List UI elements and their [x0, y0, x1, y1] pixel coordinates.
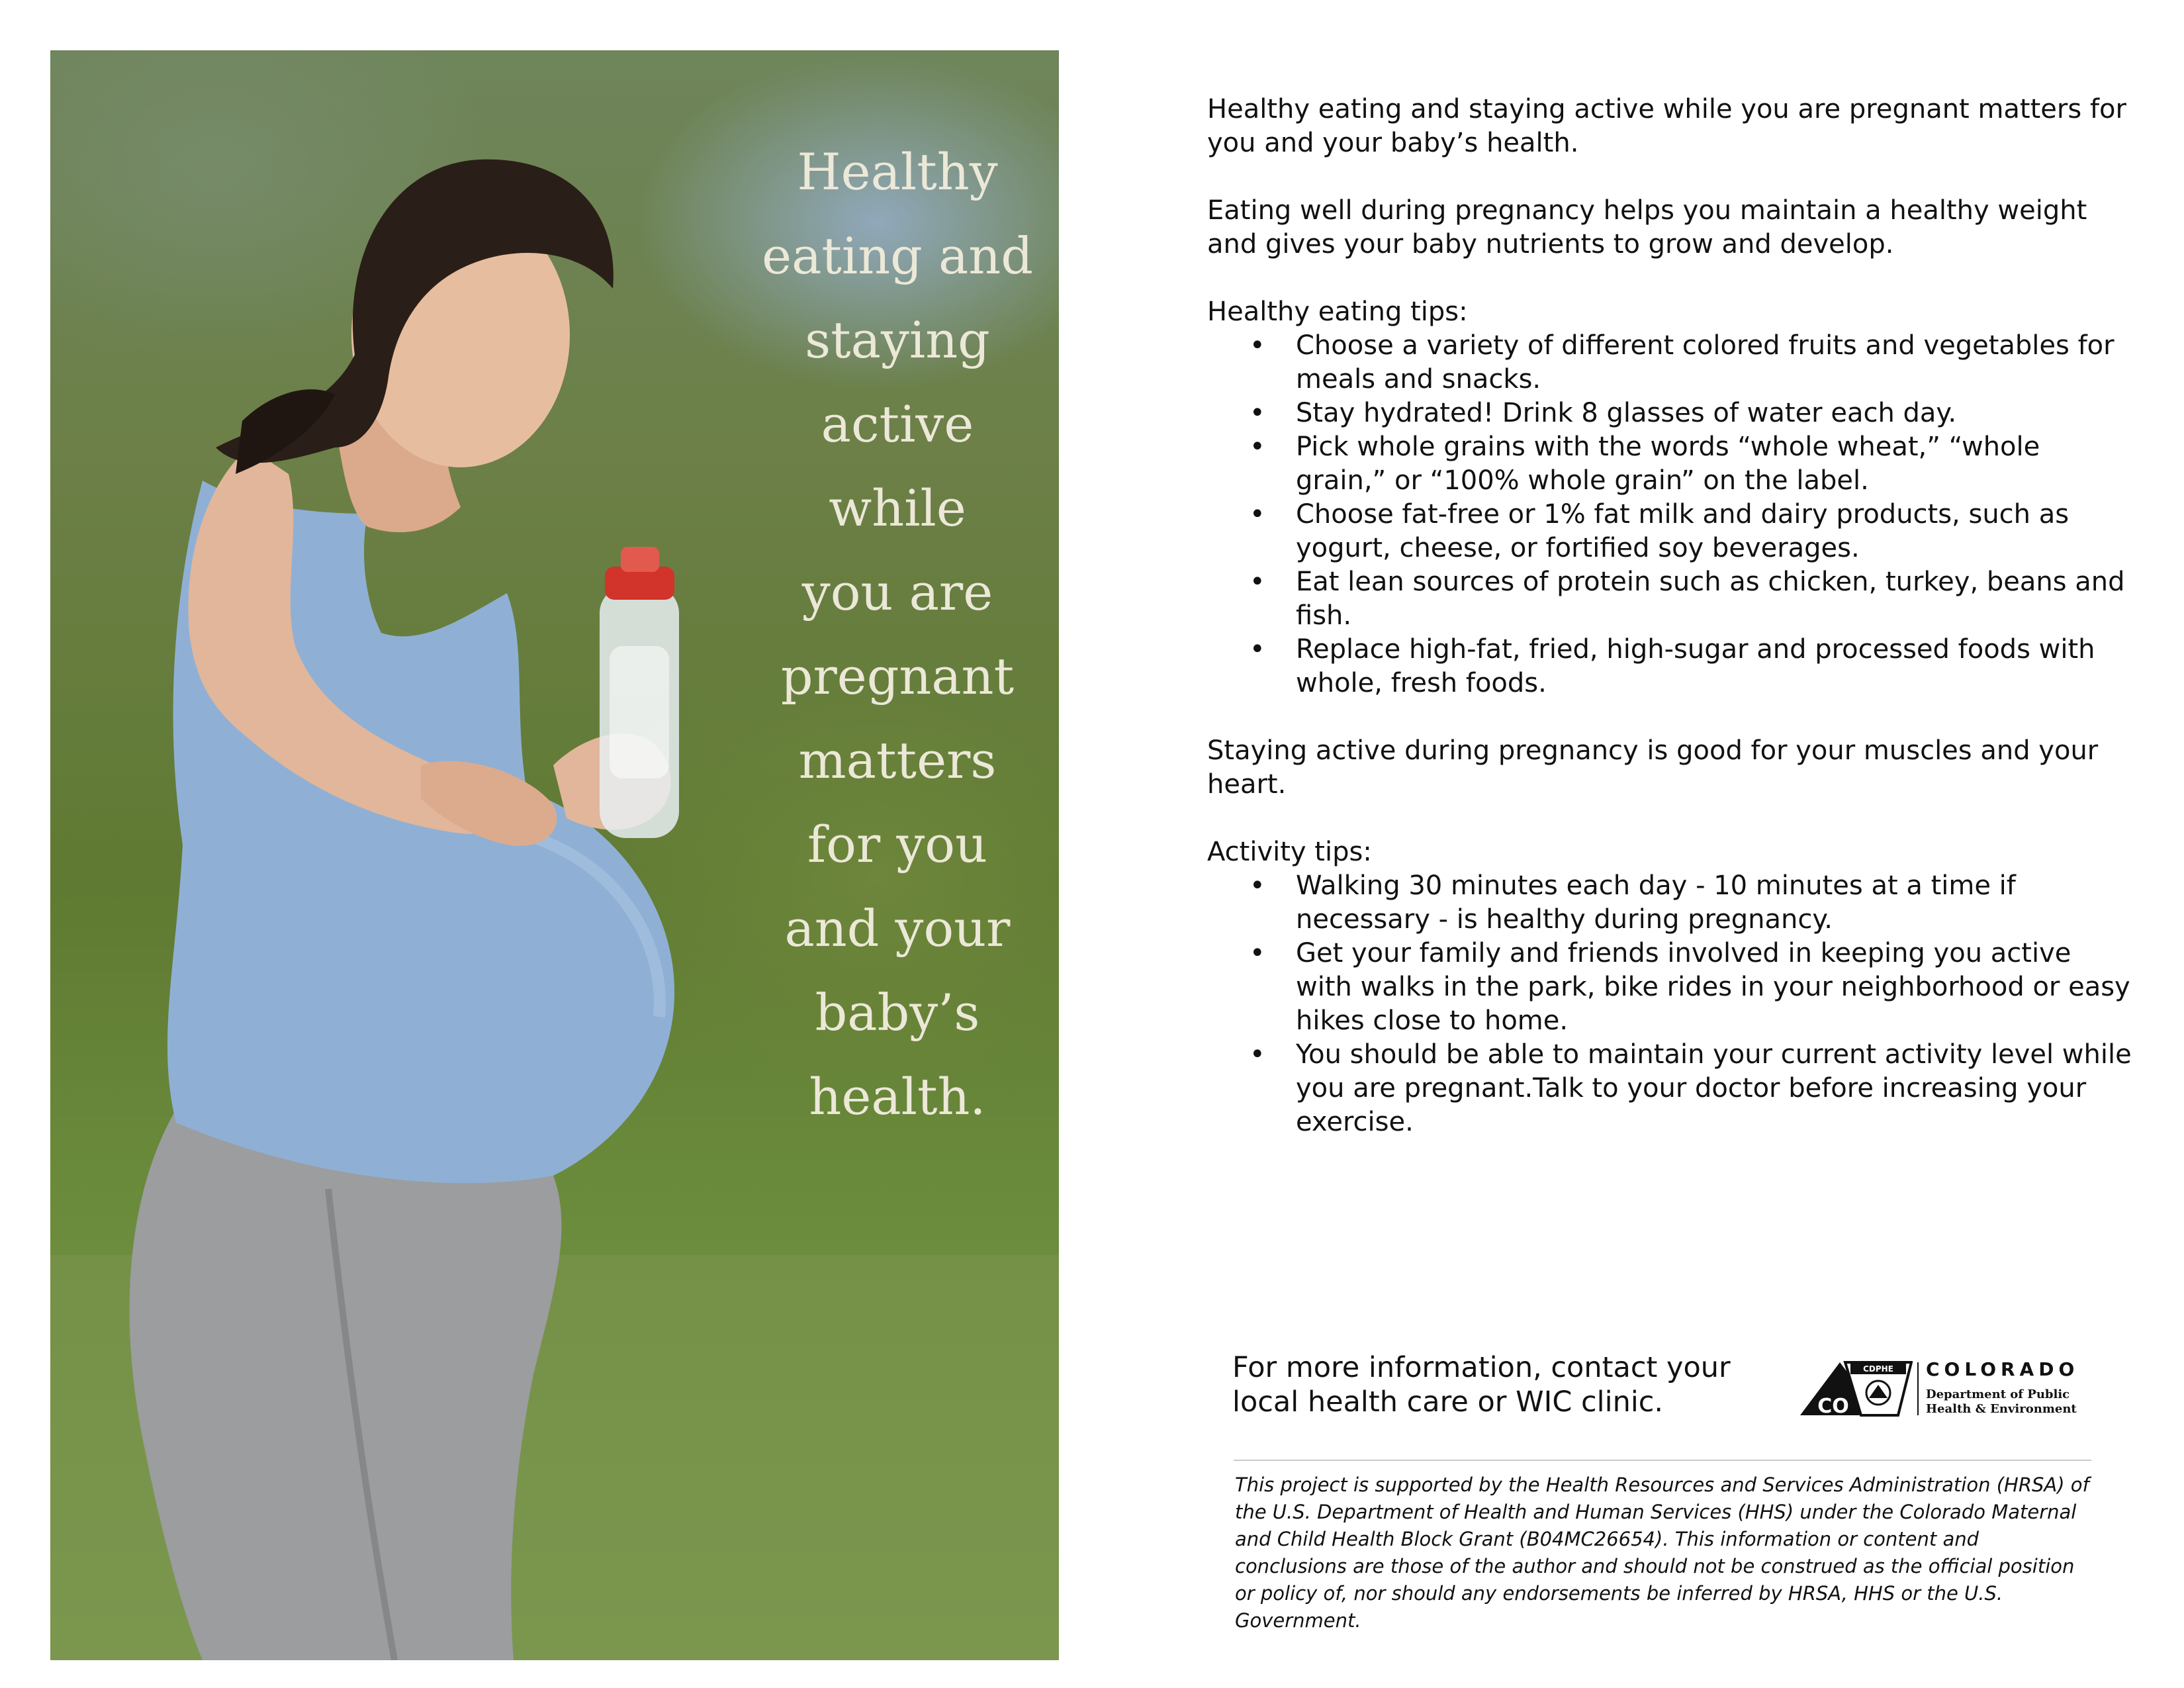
list-item: • You should be able to maintain your current activity level while you are pregnant.Talk to your doctor before increasing your exercise. [1296, 1038, 2134, 1139]
list-item: • Get your family and friends involved in keeping you active with walks in the park, bike rides in your neighborhood or easy hikes close to home. [1296, 937, 2134, 1038]
list-item: • Eat lean sources of protein such as chicken, turkey, beans and fish. [1296, 565, 2134, 633]
cdphe-mark-icon [1799, 1358, 1913, 1418]
eating-tips-heading: Healthy eating tips: [1207, 297, 1468, 327]
funding-disclaimer: This project is supported by the Health Resources and Services Administration (HRSA) of the U.S. Department of Health and Human Services (HHS) under the Colorado Maternal and Child Health Block Grant (B04MC26654). This information or content and conclusions are those of the author and should not be construed as the official position or policy of, nor should any endorsements be inferred by HRSA, HHS or the U.S. Government. [1235, 1474, 2089, 1632]
headline-line: matters [798, 731, 997, 790]
body-text [1207, 93, 2134, 1173]
divider-rule [1234, 1460, 2091, 1461]
active-intro-paragraph: Staying active during pregnancy is good for your muscles and your heart. [1207, 735, 2099, 800]
headline-line: staying [805, 310, 990, 369]
activity-tips-list [1207, 869, 2134, 1139]
poster-photo [50, 50, 1059, 1660]
headline-line: health. [809, 1067, 986, 1126]
poster-headline [712, 130, 1059, 1139]
intro-paragraph: Healthy eating and staying active while you are pregnant matters for you and your baby’s health. [1207, 94, 2126, 158]
logo-dept-line: Health & Environment [1926, 1402, 2077, 1416]
cdphe-logo [1799, 1358, 2090, 1418]
logo-badge-text: CDPHE [1863, 1364, 1893, 1374]
headline-line: for you [807, 815, 987, 874]
headline-line: Healthy [797, 142, 998, 201]
contact-line: For more information, contact your [1232, 1351, 1731, 1384]
logo-state-name: COLORADO [1926, 1358, 2079, 1380]
logo-department [1926, 1387, 2091, 1417]
contact-info [1232, 1350, 1735, 1419]
list-item: • Replace high-fat, fried, high-sugar and processed foods with whole, fresh foods. [1296, 633, 2134, 700]
list-item: • Pick whole grains with the words “whole wheat,” “whole grain,” or “100% whole grain” on the label. [1296, 430, 2134, 498]
list-item: • Stay hydrated! Drink 8 glasses of water each day. [1296, 397, 2134, 430]
activity-tips-heading: Activity tips: [1207, 837, 1372, 867]
eating-intro-paragraph: Eating well during pregnancy helps you maintain a healthy weight and gives your baby nutrients to grow and develop. [1207, 195, 2087, 259]
eating-tips-list [1207, 329, 2134, 700]
headline-line: you are [801, 563, 993, 622]
contact-line: local health care or WIC clinic. [1232, 1385, 1664, 1419]
headline-line: eating and [762, 226, 1033, 285]
headline-line: while [829, 479, 966, 538]
logo-co-text: CO [1817, 1395, 1849, 1418]
logo-divider [1917, 1362, 1919, 1415]
list-item: • Walking 30 minutes each day - 10 minutes at a time if necessary - is healthy during pregnancy. [1296, 869, 2134, 937]
headline-line: and your [784, 899, 1011, 958]
headline-line: baby’s [815, 983, 980, 1042]
logo-dept-line: Department of Public [1926, 1387, 2070, 1401]
list-item: • Choose a variety of different colored fruits and vegetables for meals and snacks. [1296, 329, 2134, 397]
headline-line: pregnant [780, 647, 1015, 706]
headline-line: active [821, 395, 974, 453]
list-item: • Choose fat-free or 1% fat milk and dairy products, such as yogurt, cheese, or fortified soy beverages. [1296, 498, 2134, 565]
